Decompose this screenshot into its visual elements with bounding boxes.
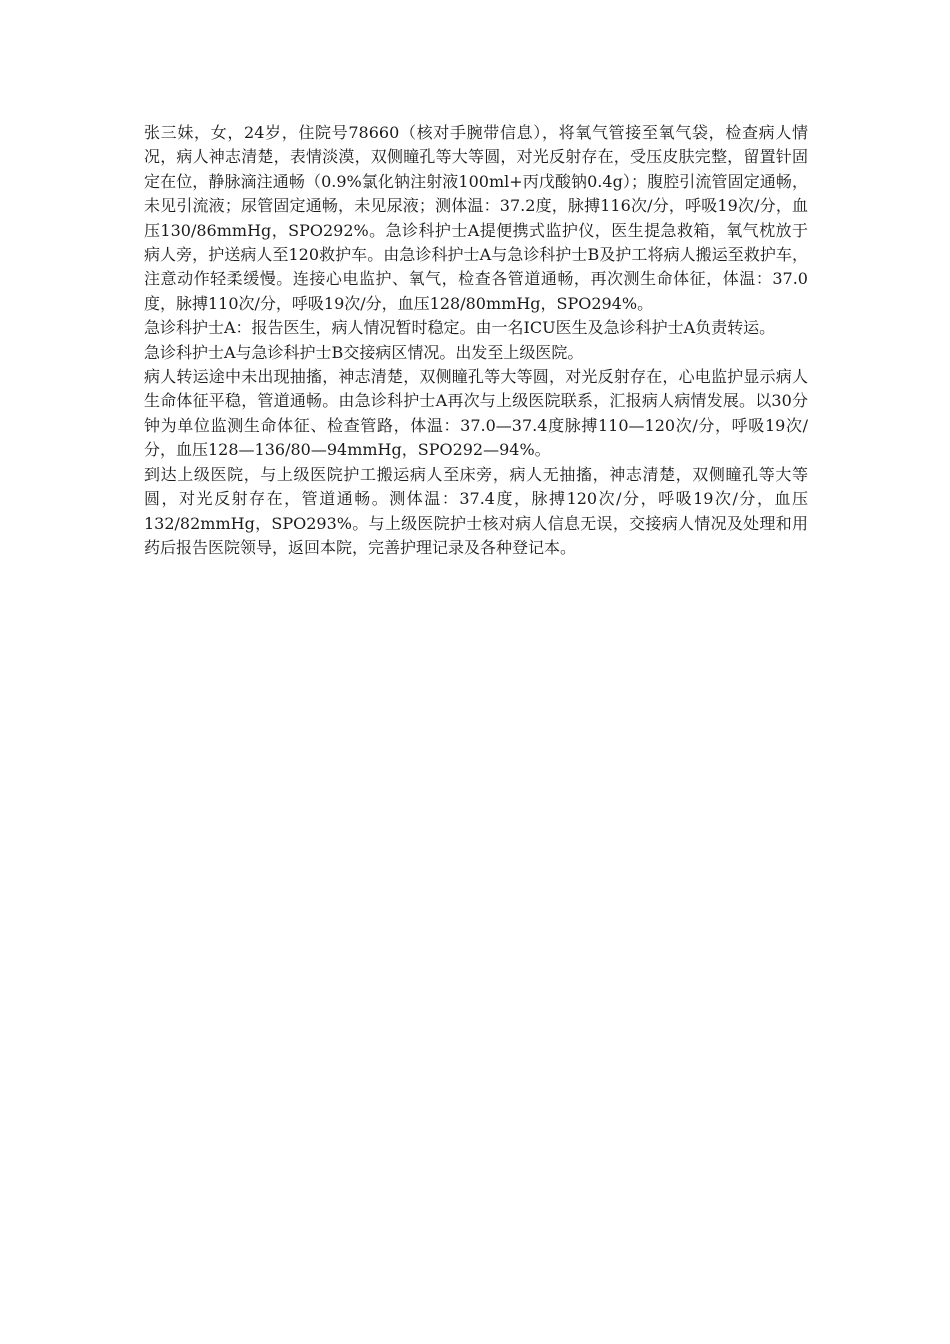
paragraph-en-route-monitoring: 病人转运途中未出现抽搐，神志清楚，双侧瞳孔等大等圆，对光反射存在，心电监护显示病人生命体征平稳，管道通畅。由急诊科护士A再次与上级医院联系，汇报病人病情发展。以30分钟为单位监测生命体征、检查管路，体温：37.0—37.4度脉搏110—120次/分，呼吸19次/分，血压128—136/80—94mmHg，SPO292—94%。 <box>144 367 808 460</box>
document-body <box>144 121 808 560</box>
paragraph-report-doctor: 急诊科护士A：报告医生，病人情况暂时稳定。由一名ICU医生及急诊科护士A负责转运。 <box>144 318 776 338</box>
paragraph-arrival: 到达上级医院，与上级医院护工搬运病人至床旁，病人无抽搐，神志清楚，双侧瞳孔等大等圆，对光反射存在，管道通畅。测体温：37.4度，脉搏120次/分，呼吸19次/分，血压132/82mmHg，SPO293%。与上级医院护士核对病人信息无误，交接病人情况及处理和用药后报告医院领导，返回本院，完善护理记录及各种登记本。 <box>144 464 808 557</box>
paragraph-transfer-preparation: 张三妹，女，24岁，住院号78660（核对手腕带信息），将氧气管接至氧气袋，检查病人情况，病人神志清楚，表情淡漠，双侧瞳孔等大等圆，对光反射存在，受压皮肤完整，留置针固定在位，静脉滴注通畅（0.9%氯化钠注射液100ml+丙戊酸钠0.4g）；腹腔引流管固定通畅，未见引流液；尿管固定通畅，未见尿液；测体温：37.2度，脉搏116次/分，呼吸19次/分，血压130/86mmHg，SPO292%。急诊科护士A提便携式监护仪，医生提急救箱，氧气枕放于病人旁，护送病人至120救护车。由急诊科护士A与急诊科护士B及护工将病人搬运至救护车，注意动作轻柔缓慢。连接心电监护、氧气，检查各管道通畅，再次测生命体征，体温：37.0度，脉搏110次/分，呼吸19次/分，血压128/80mmHg，SPO294%。 <box>144 123 808 313</box>
paragraph-handover: 急诊科护士A与急诊科护士B交接病区情况。出发至上级医院。 <box>144 342 584 362</box>
